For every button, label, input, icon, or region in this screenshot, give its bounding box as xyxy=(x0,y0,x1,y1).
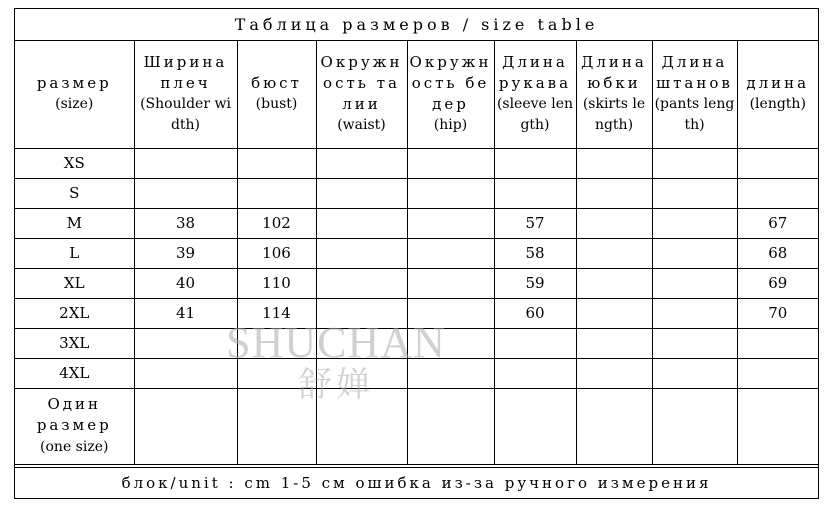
cell-waist xyxy=(316,238,407,268)
cell-shoulder xyxy=(134,178,237,208)
col-header-skirt: Длина юбки (skirts length) xyxy=(576,40,652,148)
cell-shoulder: 40 xyxy=(134,268,237,298)
cell-pants xyxy=(652,238,737,268)
col-header-shoulder: Ширина плеч (Shoulder width) xyxy=(134,40,237,148)
cell-hip xyxy=(407,148,494,178)
cell-sleeve: 58 xyxy=(494,238,576,268)
table-cell xyxy=(737,388,818,464)
cell-skirt xyxy=(576,328,652,358)
cell-bust: 102 xyxy=(237,208,316,238)
cell-waist xyxy=(316,208,407,238)
table-cell xyxy=(134,388,237,464)
table-row xyxy=(15,238,818,268)
cell-sleeve xyxy=(494,148,576,178)
size-table xyxy=(15,40,818,465)
size-label: 4XL xyxy=(15,358,134,388)
cell-skirt xyxy=(576,208,652,238)
cell-length xyxy=(737,148,818,178)
table-title: Таблица размеров / size table xyxy=(15,9,818,41)
cell-bust: 110 xyxy=(237,268,316,298)
cell-waist xyxy=(316,148,407,178)
cell-shoulder xyxy=(134,148,237,178)
col-header-size: размер (size) xyxy=(15,40,134,148)
one-size-label: Один размер (one size) xyxy=(15,388,134,464)
table-cell xyxy=(494,388,576,464)
size-label: 3XL xyxy=(15,328,134,358)
cell-shoulder xyxy=(134,328,237,358)
cell-bust xyxy=(237,328,316,358)
cell-skirt xyxy=(576,358,652,388)
watermark-text: SHUCHAN xyxy=(226,318,446,367)
size-label: XS xyxy=(15,148,134,178)
cell-waist xyxy=(316,298,407,328)
cell-shoulder: 38 xyxy=(134,208,237,238)
cell-sleeve xyxy=(494,358,576,388)
cell-pants xyxy=(652,268,737,298)
cell-sleeve: 57 xyxy=(494,208,576,238)
cell-sleeve xyxy=(494,178,576,208)
table-cell xyxy=(652,388,737,464)
size-label: 2XL xyxy=(15,298,134,328)
cell-skirt xyxy=(576,238,652,268)
cell-shoulder: 41 xyxy=(134,298,237,328)
cell-waist xyxy=(316,358,407,388)
cell-hip xyxy=(407,268,494,298)
cell-hip xyxy=(407,178,494,208)
cell-hip xyxy=(407,238,494,268)
cell-bust: 106 xyxy=(237,238,316,268)
table-row xyxy=(15,328,818,358)
cell-skirt xyxy=(576,178,652,208)
cell-length: 70 xyxy=(737,298,818,328)
cell-sleeve xyxy=(494,328,576,358)
unit-note: блок/unit : cm 1-5 см ошибка из-за ручного измерения xyxy=(15,467,818,498)
table-cell xyxy=(316,388,407,464)
cell-skirt xyxy=(576,148,652,178)
col-header-pants: Длина штанов (pants length) xyxy=(652,40,737,148)
col-header-bust: бюст (bust) xyxy=(237,40,316,148)
cell-pants xyxy=(652,328,737,358)
cell-skirt xyxy=(576,298,652,328)
cell-waist xyxy=(316,178,407,208)
cell-pants xyxy=(652,178,737,208)
header-row xyxy=(15,40,818,148)
cell-bust xyxy=(237,148,316,178)
cell-length xyxy=(737,328,818,358)
size-label: S xyxy=(15,178,134,208)
cell-length: 69 xyxy=(737,268,818,298)
table-cell xyxy=(576,388,652,464)
cell-shoulder xyxy=(134,358,237,388)
cell-sleeve: 59 xyxy=(494,268,576,298)
cell-skirt xyxy=(576,268,652,298)
cell-pants xyxy=(652,208,737,238)
one-size-row xyxy=(15,388,818,464)
cell-shoulder: 39 xyxy=(134,238,237,268)
cell-waist xyxy=(316,328,407,358)
size-chart xyxy=(14,8,819,499)
cell-bust: 114 xyxy=(237,298,316,328)
table-row xyxy=(15,178,818,208)
cell-hip xyxy=(407,298,494,328)
table-row xyxy=(15,208,818,238)
table-row xyxy=(15,358,818,388)
size-label: M xyxy=(15,208,134,238)
cell-bust xyxy=(237,178,316,208)
cell-pants xyxy=(652,358,737,388)
cell-length: 68 xyxy=(737,238,818,268)
table-row xyxy=(15,148,818,178)
col-header-waist: Окружность талии (waist) xyxy=(316,40,407,148)
col-header-length: длина (length) xyxy=(737,40,818,148)
cell-waist xyxy=(316,268,407,298)
cell-sleeve: 60 xyxy=(494,298,576,328)
size-label: L xyxy=(15,238,134,268)
cell-pants xyxy=(652,148,737,178)
cell-hip xyxy=(407,208,494,238)
col-header-sleeve: Длина рукава (sleeve length) xyxy=(494,40,576,148)
watermark-cjk: 舒婵 xyxy=(298,365,374,405)
cell-hip xyxy=(407,358,494,388)
cell-length: 67 xyxy=(737,208,818,238)
table-cell xyxy=(237,388,316,464)
cell-hip xyxy=(407,328,494,358)
table-row xyxy=(15,298,818,328)
table-cell xyxy=(407,388,494,464)
size-label: XL xyxy=(15,268,134,298)
col-header-hip: Окружность бедер (hip) xyxy=(407,40,494,148)
cell-length xyxy=(737,178,818,208)
cell-length xyxy=(737,358,818,388)
cell-pants xyxy=(652,298,737,328)
table-row xyxy=(15,268,818,298)
cell-bust xyxy=(237,358,316,388)
